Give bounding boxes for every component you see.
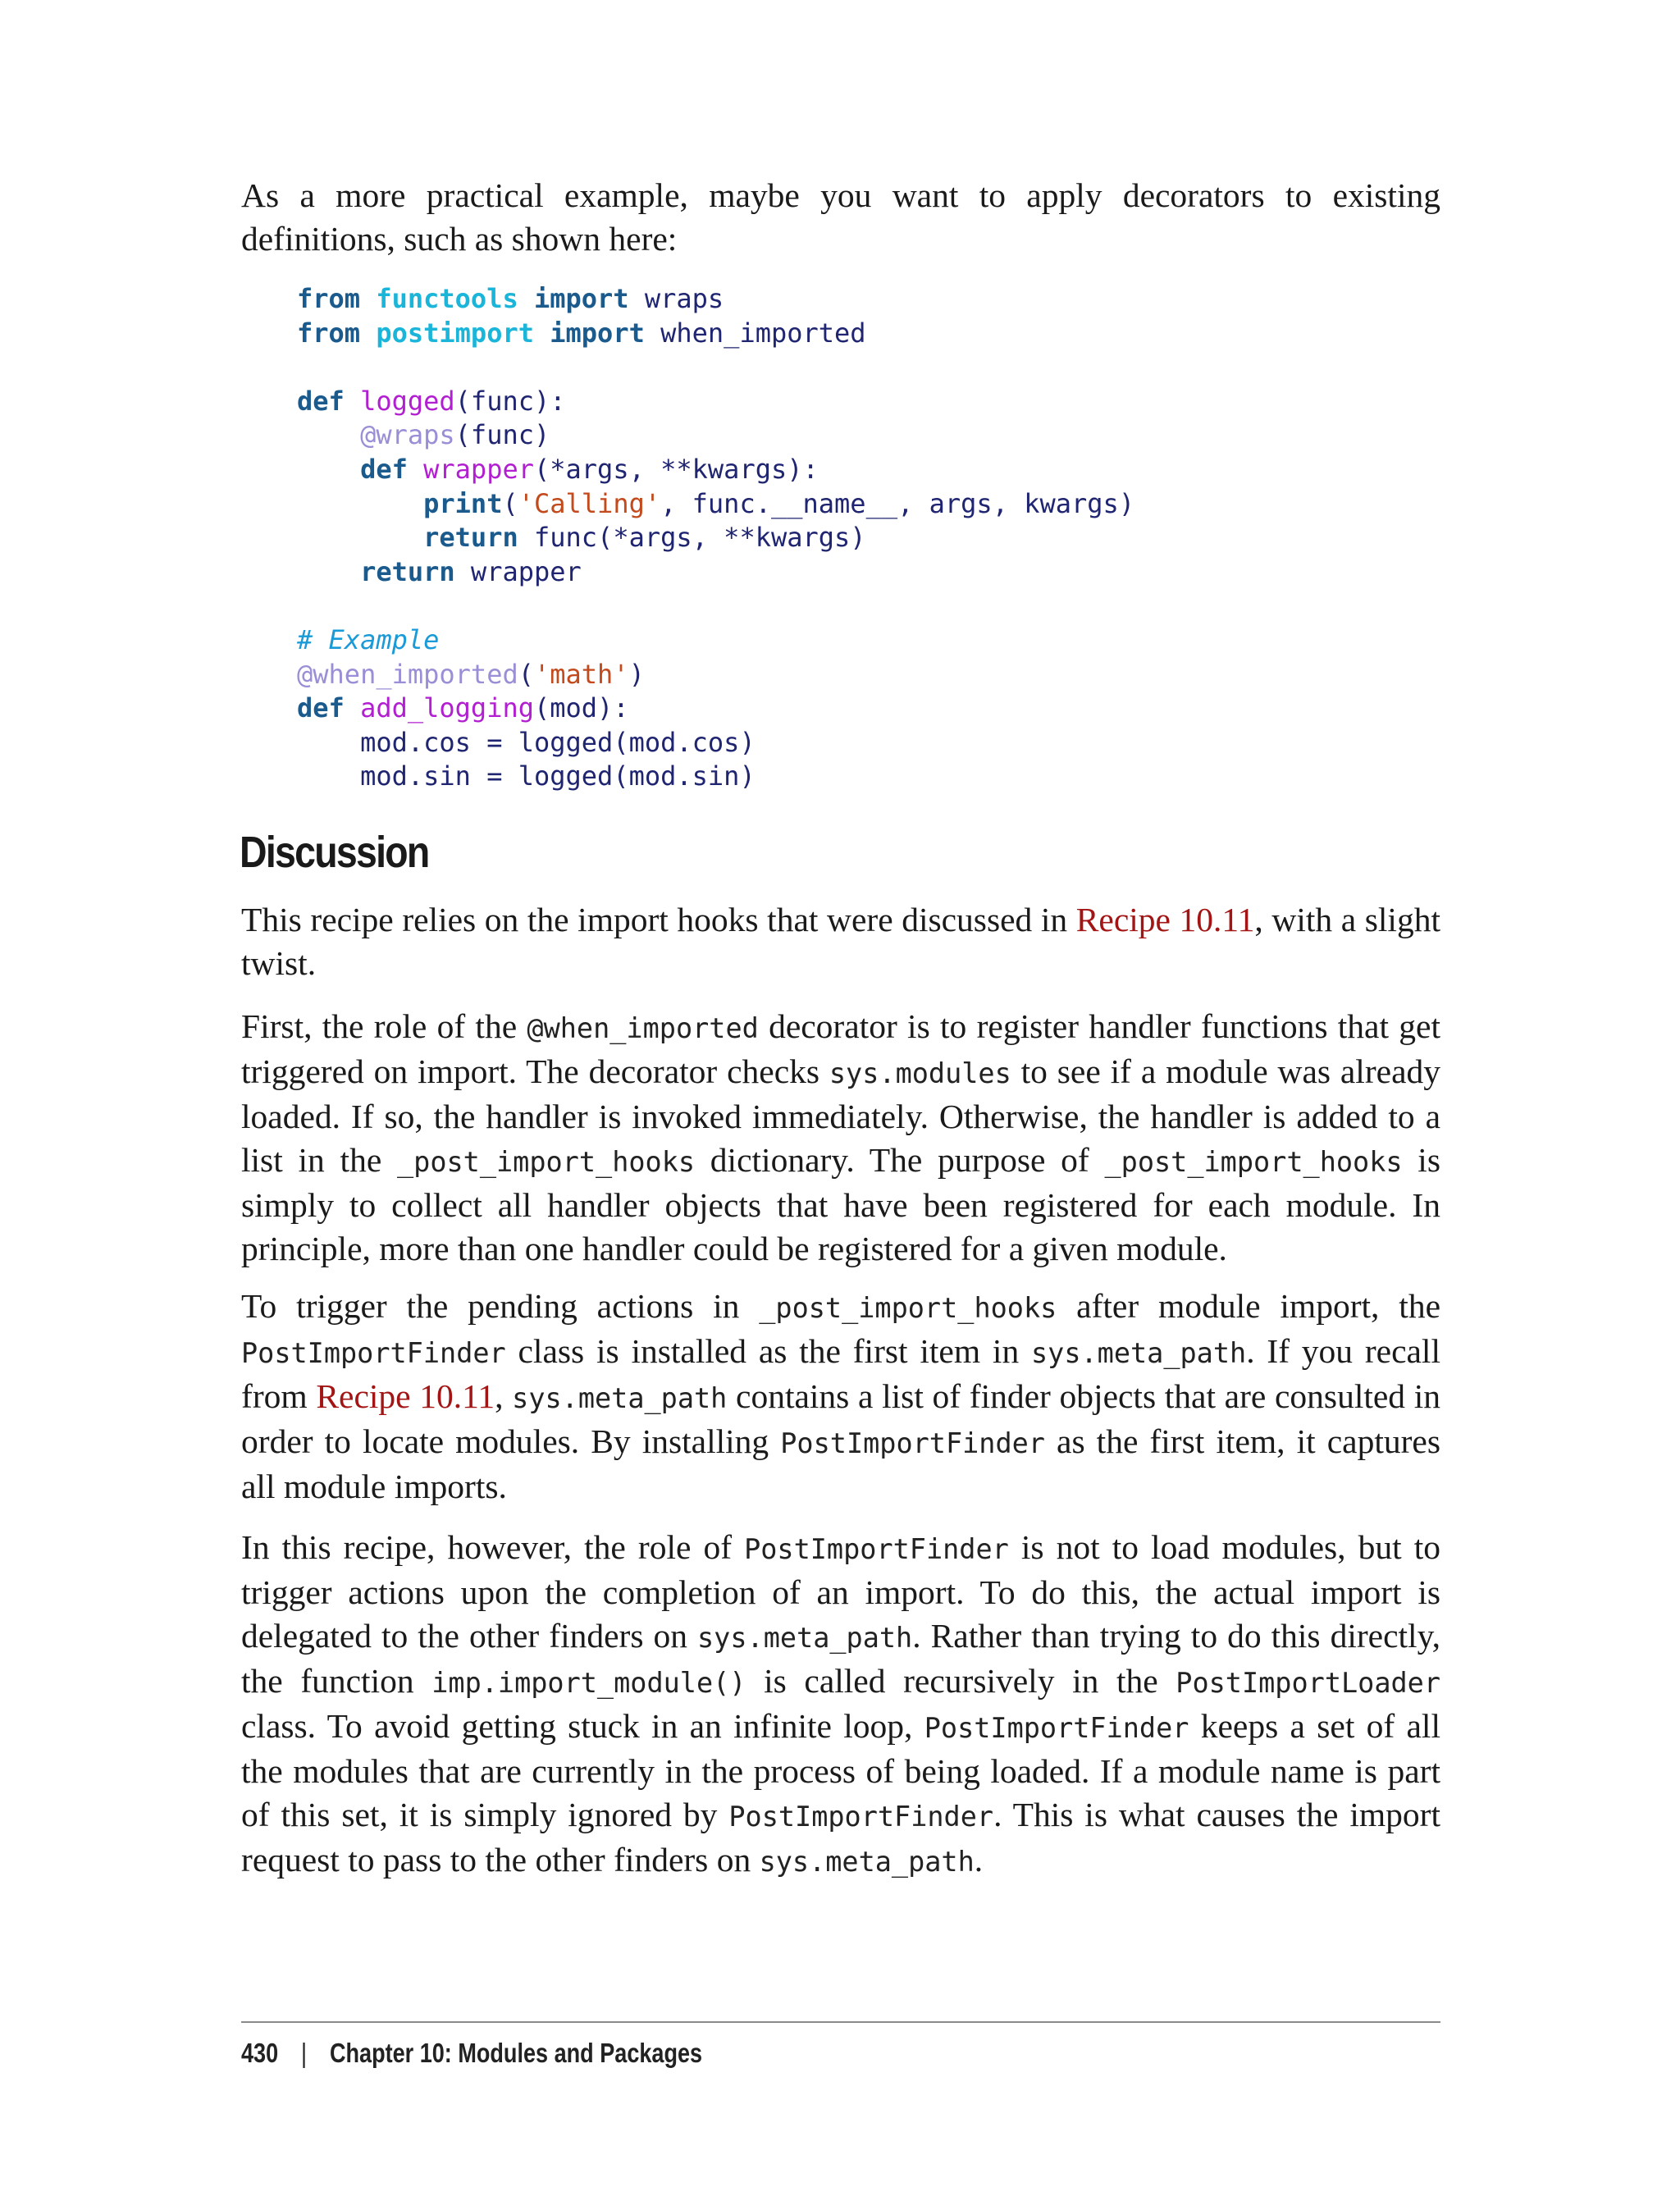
code-line [297, 283, 724, 314]
keyword: def [297, 385, 345, 417]
identifier: wraps [644, 283, 724, 314]
page-number: 430 [241, 2038, 279, 2068]
expression: func(*args, **kwargs) [533, 522, 866, 554]
code-line [297, 386, 566, 417]
text-run: , with a slight twist. [241, 901, 1440, 982]
inline-code: sys.meta_path [759, 1846, 975, 1878]
keyword: import [533, 283, 629, 314]
punctuation: ( [518, 658, 534, 690]
recipe-link[interactable]: Recipe 10.11 [316, 1377, 495, 1415]
text-run: contains a list of finder objects that are consulted in order to locate modules. By installing [241, 1377, 1441, 1460]
string-literal: 'Calling' [518, 487, 661, 519]
page-footer [241, 2038, 702, 2069]
code-line [297, 727, 756, 758]
function-name: logged [360, 385, 455, 417]
code-line [297, 556, 582, 587]
identifier: when_imported [660, 317, 866, 349]
text-run: class. To avoid getting stuck in an infinite loop, [241, 1707, 924, 1745]
code-line [297, 419, 550, 450]
text-run: First, the role of the [241, 1007, 527, 1045]
inline-code: PostImportFinder [780, 1427, 1045, 1459]
keyword: return [360, 555, 455, 587]
chapter-title: Chapter 10: Modules and Packages [329, 2038, 703, 2068]
keyword: def [297, 692, 345, 724]
inline-code: PostImportFinder [924, 1712, 1189, 1744]
footer-divider [241, 2021, 1440, 2023]
keyword: from [297, 283, 361, 314]
text-run: . This is what causes the import request to pass to the other finders on [241, 1796, 1440, 1879]
text-run: is called recursively in the [746, 1662, 1176, 1700]
text-run: after module import, the [1057, 1287, 1440, 1325]
arguments: (func) [454, 419, 550, 451]
inline-code: _post_import_hooks [1104, 1146, 1403, 1178]
text-run: dictionary. The purpose of [695, 1141, 1105, 1179]
text-run: is not to load modules, but to trigger actions upon the completion of an import. To do this, the actual import is delegated to the other finders on [241, 1528, 1440, 1655]
text-run: This recipe relies on the import hooks that were discussed in [241, 901, 1076, 938]
inline-code: sys.meta_path [512, 1382, 728, 1414]
arguments: (*args, **kwargs): [533, 453, 819, 485]
intro-paragraph: As a more practical example, maybe you want to apply decorators to existing definitions, such as shown here: [241, 176, 1440, 258]
comment: # Example [297, 623, 440, 655]
statement: mod.cos = logged(mod.cos) [360, 726, 756, 758]
string-literal: 'math' [533, 658, 629, 690]
expression: wrapper [470, 555, 582, 587]
statement: mod.sin = logged(mod.sin) [360, 760, 756, 792]
arguments: (func): [454, 385, 566, 417]
module-name: functools [376, 283, 518, 314]
code-line [297, 317, 866, 349]
function-name: wrapper [423, 453, 534, 485]
inline-code: sys.meta_path [1031, 1337, 1247, 1369]
footer-separator: | [301, 2038, 308, 2068]
keyword: from [297, 317, 361, 349]
module-name: postimport [376, 317, 534, 349]
inline-code: @when_imported [527, 1012, 759, 1044]
text-run: keeps a set of all the modules that are currently in the process of being loaded. If a module name is part of this set, it is simply ignored by [241, 1707, 1440, 1833]
keyword: import [550, 317, 645, 349]
text-run: , [495, 1377, 513, 1415]
punctuation: ( [502, 487, 518, 519]
inline-code: PostImportFinder [728, 1801, 994, 1833]
punctuation: ) [628, 658, 645, 690]
discussion-paragraph-1 [241, 898, 1440, 985]
text-run: . If you recall from [241, 1332, 1440, 1415]
keyword: def [360, 453, 408, 485]
inline-code: _post_import_hooks [397, 1146, 696, 1178]
function-name: add_logging [360, 692, 534, 724]
inline-code: PostImportFinder [744, 1533, 1009, 1565]
section-heading: Discussion [240, 828, 429, 877]
text-run: class is installed as the first item in [505, 1332, 1031, 1370]
text-run: . [974, 1841, 984, 1879]
text-run: decorator is to register handler functions that get triggered on import. The decorator checks [241, 1007, 1440, 1090]
discussion-paragraph-2 [241, 1005, 1440, 1271]
keyword: return [423, 522, 518, 554]
text-run: as the first item, it captures all module imports. [241, 1422, 1440, 1505]
code-line [297, 488, 1134, 519]
inline-code: sys.modules [829, 1057, 1011, 1089]
code-line [297, 692, 629, 724]
recipe-link[interactable]: Recipe 10.11 [1075, 901, 1255, 938]
text-run: . Rather than trying to do this directly, the function [241, 1617, 1440, 1700]
discussion-paragraph-3 [241, 1285, 1440, 1509]
decorator: @wraps [360, 419, 455, 451]
inline-code: PostImportFinder [241, 1337, 506, 1369]
text-run: to see if a module was already loaded. If so, the handler is invoked immediately. Otherwise, the handler is added to a list in the [241, 1052, 1440, 1179]
code-block [297, 282, 1134, 794]
inline-code: _post_import_hooks [759, 1292, 1057, 1324]
code-line [297, 760, 756, 792]
arguments: , func.__name__, args, kwargs) [660, 487, 1135, 519]
inline-code: imp.import_module() [431, 1667, 746, 1699]
text-run: is simply to collect all handler objects that have been registered for each module. In principle, more than one handler could be registered for a given module. [241, 1141, 1440, 1267]
code-line [297, 659, 645, 690]
decorator: @when_imported [297, 658, 518, 690]
inline-code: PostImportLoader [1176, 1667, 1440, 1699]
text-run: In this recipe, however, the role of [241, 1528, 745, 1566]
builtin: print [423, 487, 503, 519]
arguments: (mod): [533, 692, 629, 724]
code-line [297, 454, 819, 485]
inline-code: sys.meta_path [697, 1622, 913, 1654]
code-line [297, 624, 439, 655]
text-run: To trigger the pending actions in [241, 1287, 760, 1325]
discussion-paragraph-4 [241, 1526, 1440, 1883]
code-line [297, 522, 866, 553]
